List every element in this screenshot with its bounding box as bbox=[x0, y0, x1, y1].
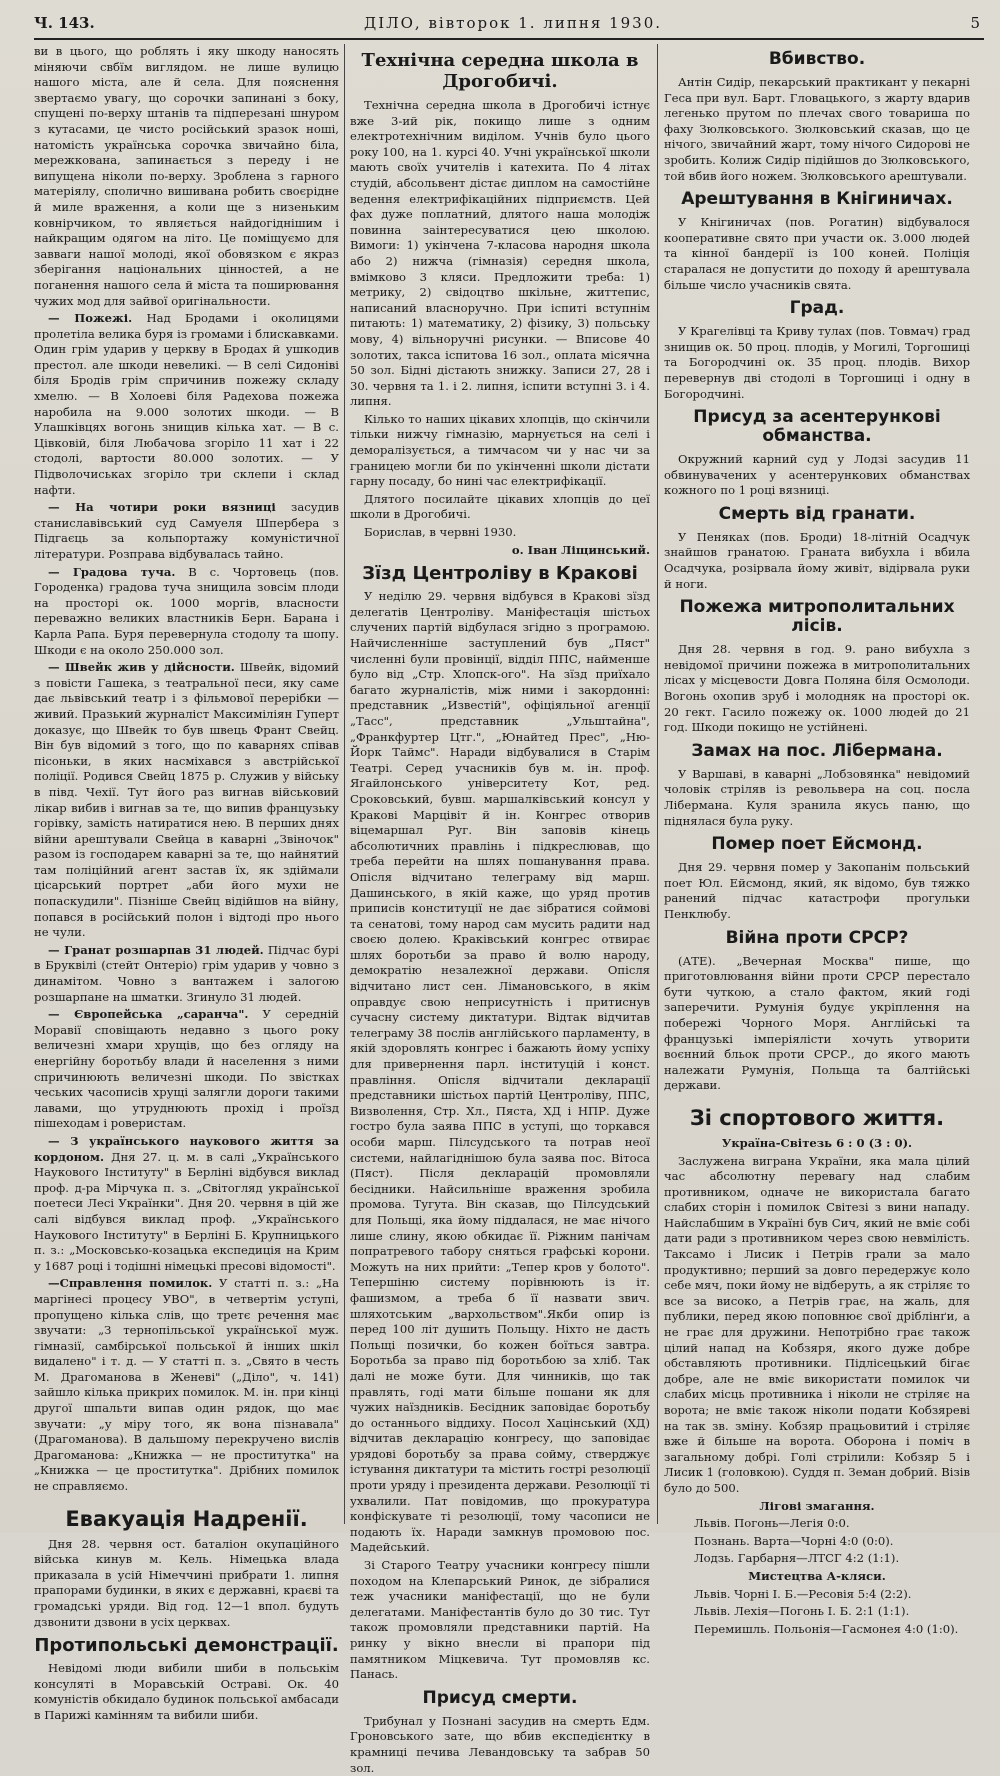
headline-forest-fire: Пожежа митрополитальних лісів. bbox=[679, 597, 955, 637]
column-left bbox=[34, 44, 340, 1722]
article-text: У Крагелівці та Криву тулах (пов. Товмач) град знищив ок. 50 проц. плодів, у Могилі, Торгошиці та Богородчині ок. 35 проц. плодів. Вихор перевернув дві стодолі в Торгошиці і одну в Богородчині. bbox=[664, 324, 970, 401]
article-text: У Пеняках (пов. Броди) 18-літній Осадчук знайшов гранатою. Граната вибухла і вбила Осадчука, розірвала йому живіт, відірвала руки й ноги. bbox=[664, 529, 970, 591]
news-lead: —Справлення помилок. bbox=[48, 1276, 213, 1291]
column-divider bbox=[344, 44, 345, 1524]
news-item bbox=[34, 1007, 339, 1132]
match-score: Україна-Свiтезь 6 : 0 (3 : 0). bbox=[721, 1135, 913, 1150]
headline-assassination-attempt: Замах на пос. Лібермана. bbox=[691, 740, 943, 761]
news-item bbox=[34, 500, 339, 562]
page-header bbox=[34, 10, 984, 40]
news-body: Швейк, відомий з повісти Гашека, з театральної песи, яку саме дає львівський театр і з фільмової перерібки — живий. Празький журналіст Максиміліян Гуперт доказує, що Швейк то був швець Франт Свейц. Він був відомий з того, що по каварнях співав пісоньки, в яких насміхався з австрійської поліції. Родився Свейц 1875 р. Служив у війську в півд. Чехії. Тут його раз вигнав військовий лікар вибив і вигнав за те, що випив французьку горівку, замість натиратися нею. В перших днях війни арештували Свейца в каварні „Звіночок" разом із господарем каварні за те, що найнятий там поліційний агент застав їх, як здіймали цісарський портрет „аби його мухи не попаскудили". Пізніше Свейц відійшов на війну, попався в російський полон і відтоді про нього не чули. bbox=[34, 660, 339, 940]
match-result: Львів. Чорні І. Б.—Ресовія 5:4 (2:2). bbox=[694, 1586, 912, 1601]
article-text: Дня 29. червня помер у Закопанім польський поет Юл. Ейсмонд, який, як відомо, був тяжко ранений підчас катастрофи прогульки Пенклюбу. bbox=[664, 860, 970, 921]
headline-death-sentence: Присуд смерти. bbox=[422, 1687, 578, 1708]
article-text: Невідомі люди вибили шиби в польськім консуляті в Моравській Остраві. Ок. 40 комуністів обкидало будинок польської амбасади в Парижі камінням та вибили шиби. bbox=[34, 1661, 339, 1722]
news-item bbox=[34, 311, 339, 498]
headline-arrests: Арештування в Кнігиничах. bbox=[681, 189, 953, 210]
match-result: Лодзь. Гарбарня—ЛТСГ 4:2 (1:1). bbox=[694, 1551, 900, 1566]
match-result: Львів. Погонь—Легія 0:0. bbox=[694, 1516, 850, 1531]
match-result: Львів. Лехія—Погонь І. Б. 2:1 (1:1). bbox=[694, 1604, 910, 1619]
column-right bbox=[664, 44, 970, 1636]
article-text: Трибунал у Познані засудив на смерть Едм. Гроновського зате, що вбив експедієнтку в крамниці печива Левандовську та забрав 50 зол. bbox=[350, 1713, 650, 1775]
match-result: Познань. Варта—Чорні 4:0 (0:0). bbox=[694, 1533, 894, 1548]
headline-evacuation: Евакуація Надренії. bbox=[65, 1506, 308, 1531]
match-result: Перемишль. Польонія—Гасмонея 4:0 (1:0). bbox=[694, 1621, 959, 1636]
news-item bbox=[34, 1276, 339, 1494]
news-item bbox=[34, 660, 339, 941]
news-body: Підчас бурі в Бруквілі (стейт Онтеріо) грім ударив у човно з динамітом. Човно з вантажем і залогою розшарпане на шматки. Згинуло 31 людей. bbox=[34, 942, 339, 1004]
subheading-a-class: Мистецтва А-кляси. bbox=[748, 1568, 886, 1583]
news-item bbox=[34, 1134, 339, 1274]
column-middle bbox=[350, 44, 650, 1775]
article-text: Заслужена виграна України, яка мала цілий час абсолютну перевагу над слабим противником, одначе не використала багато слабих сторін і помилок Світезі з вини нападу. Найслабшим в Україні був Сич, який не вміє собі дати ради з противником через свою невмілість. Таксамо і Лисик і Петрів грали за мало продуктивно; перший за довго передержує коло себе мяч, поки йому не відберуть, а як стріляє то все за високо, а Петрів грає, на жаль, для публики, перед якою поповнює свої дріблінґи, а не грає для дружини. Непотрібно грає також цілий напад на Кобзяря, якого дуже добре обставляють противники. Підлісецький бігає добре, але не вміє використати помилок чи слабих місць противника і ніколи не стріляє на ворота; не вміє також ніколи подати Кобзяреві на так зв. зміну. Кобзяр працьовитий і стріляє вже й більше на ворота. Оборона і поміч в загальному добрі. Голі стрілили: Кобзяр 5 і Лисик 1 (головкою). Суддя п. Земан добрий. Візів було до 500. bbox=[664, 1153, 970, 1495]
news-body: Над Бродами і околицями пролетіла велика буря із громами і блискавками. Один грім ударив у церкву в Бродах й ушкодив престол. але шкоди невеликі. — В селі Сидоніві біля Бродів грім спричинив пожежу складу хмелю. — В Холоеві біля Радехова пожежа наробила на 9.000 золотих шкоди. — В Улашківцях вогонь знищив кількa хат. — В с. Цівковій, біля Любачова згоріло 11 хат і 22 стодолі, вартости 80.000 золотих. — У Підволочиськах згоріло три склепи і склад нафти. bbox=[34, 311, 339, 497]
news-lead: — Градова туча. bbox=[48, 564, 176, 579]
news-body: засудив станиславівський суд Самуеля Шперберa з Підгаєць за кольпортажу комуністичної літератури. Розправа відбувалась тайно. bbox=[34, 500, 339, 561]
headline-technical-school: Технічна середна школа в Дрогобичі. bbox=[361, 50, 639, 92]
subheading-league: Лігові змагання. bbox=[759, 1498, 875, 1513]
article-text: Окружний карний суд у Лодзі засудив 11 обвинувачених у асентерункових обманствах кожного по 1 році вязниці. bbox=[664, 452, 970, 498]
news-lead: — З українського наукового життя за кордоном. bbox=[34, 1133, 339, 1164]
masthead-date: ДІЛО, вівторок 1. липня 1930. bbox=[364, 14, 663, 32]
news-item bbox=[34, 943, 339, 1005]
article-text: Дня 28. червня в год. 9. рано вибухла з невідомої причини пожежа в митрополитальних лісах у місцевости Довга Поляна біля Осмолоди. Вогонь охопив зруб і молодняк на просторі ок. 20 гект. Гасило пожежу ок. 1000 людей до 21 год. Шкоди покищо не устійнені. bbox=[664, 642, 970, 735]
dateline: Борислав, в червні 1930. bbox=[364, 525, 517, 540]
news-body: В с. Чортовець (пов. Городенка) градова туча знищила зовсім плоди на просторі ок. 1000 моргів, власности переважно великих властників Берн. Барана і Карла Рапа. Буря перевернула стодолу та шопу. Шкоди є на около 250.000 зол. bbox=[34, 564, 339, 657]
news-lead: — Пожежі. bbox=[48, 311, 133, 326]
headline-hail: Град. bbox=[789, 298, 845, 319]
headline-sports: Зі спортового життя. bbox=[689, 1105, 945, 1130]
article-text: Длятого посилайте цікавих хлопців до цеї школи в Дрогобичі. bbox=[350, 491, 650, 522]
article-text: Антін Сидір, пекарський практикант у пекарні Геса при вул. Барт. Гловацького, з жарту вдарив легенько прутом по плечах свого товариша по фаху Зюлковського. Зюлковський сказав, що це нічого, звичайний жарт, тому нічого Сидорові не зробить. Колиж Сидір підійшов до Зюлковського, той вбив його ножем. Зюлковського арештували. bbox=[664, 75, 970, 183]
article-text: У Варшаві, в каварні „Лобзовянка" невідомий чоловік стріляв із револьвера на соц. посла Лібермана. Куля зранила якусь паню, що піднялася була руку. bbox=[664, 766, 970, 828]
news-lead: — Швейк жив у дійсности. bbox=[48, 660, 235, 675]
article-text: ви в цього, що роблять і яку шкоду наносять міняючи свбїм виглядом. не лише вулицю нашого міста, але й села. Для пояснення звертаємо увагу, що сорочки запинані з боку, спущені по-верху штанів та підперезані шнуром з кутасами, це чисто російський зразок ношi, натомість українська сорочка звичайно біла, мережкована, запинається з переду і не випущена ніколи по-верху. Зроблена з гарного матеріялу, сполично вишивана робить своєрідне й миле враження, а коли ще з низеньким ковнірчиком, то являється найдогіднішим і найкращим одягом на літо. Це поміщуємо для завваги нашої молоді, якої обовязком є якраз зберігання національних цінностей, а не поганення нашого села й міста та поширювання чужих мод для зайвої оригінальности. bbox=[34, 44, 339, 308]
headline-war-ussr: Війна проти СРСР? bbox=[725, 927, 909, 948]
author-signature: о. Іван Ліщинський. bbox=[511, 542, 650, 557]
article-text: Зі Старого Театру учасники конгресу пішли походом на Клепарський Ринок, де зібралися теж учасники манiфестації, що не були делегатами. Маніфестантів було до 30 тис. Тут також промовляли представники партій. На ринку у вікно внесли ві прапори під памятником Міцкевича. Тут промовляв кс. Панась. bbox=[350, 1558, 650, 1682]
news-body: У середній Моравії сповіщають недавно з цього року величезні хмари хрущів, що без огляду на енергійну боротьбу влади й населення з ними спричинюють величезні шкоди. По звістках чеських часописів хрущі залягли дороги такими лавами, що утруднюють прохід і проїзд пішеходам і роверистам. bbox=[34, 1007, 340, 1131]
news-body: Дня 27. ц. м. в салі „Українського Наукового Інституту" в Берліні відбувся виклад проф. д-ра Мірчука п. з. „Світогляд української поетеси Лесі Українки". Дня 20. червня в цій же салі відбувся виклад проф. „Українського Наукового Інституту" в Берліні Б. Крупницького п. з.: „Московсько-козацька експедиція на Крим у 1687 році і тодішні німецькі пресові відомості". bbox=[34, 1149, 339, 1273]
headline-poet-died: Помер поет Ейсмонд. bbox=[711, 834, 923, 855]
news-item bbox=[34, 565, 339, 659]
article-text: У Кнігиничах (пов. Рогатин) відбувалося кооперативне свято при участи ок. 3.000 людей та кінної бандерії із 100 коней. Поліція старалася не допустити до походу й арештувала більше число учасників свята. bbox=[664, 215, 970, 292]
headline-murder: Вбивство. bbox=[768, 49, 866, 69]
article-text: Технічна середна школа в Дрогобичі істнує вже 3-ий рік, покищо лише з одним електротехнічним виділом. Учнів було цього року 100, на 1. курсі 40. Учні української школи мають своїх учителів і катехита. По 4 літах студій, абсольвент дістає диплом на самостійне ведення електрифікаційних підприємств. Цей фах дуже поплатний, длятого наша молодіж повинна заінтересуватися цею школою. Вимоги: 1) укінчена 7-класова народня школа або 2) нижча (гімназія) середня школа, вмімково 3 кляси. Предложити треба: 1) метрику, 2) свідоцтво шкільне, життепис, написаний власноручно. При іспиті вступнім питають: 1) математику, 2) фізику, 3) польську мову, 4) вільноручні рисунки. — Вписове 40 золотих, такса іспитова 16 зол., оплата місячна 50 зол. Бідні дістають знижку. Записи 27, 28 і 30. червня та 1. і 2. липня, іспити вступні 3. і 4. липня. bbox=[350, 98, 650, 409]
article-text: Кілько то наших цікавих хлопців, що скінчили тільки нижчу гімназію, марнується на селі і деморалізується, а тимчасом чи у нас чи за границею могли би по укінченні школи дістати гарну посаду, бо нині час електрифікації. bbox=[350, 411, 650, 489]
column-divider bbox=[657, 44, 658, 1524]
news-lead: — Гранат розшарпав 31 людей. bbox=[48, 942, 264, 957]
page-number: 5 bbox=[970, 14, 980, 32]
article-text: Дня 28. червня ост. баталіон окупаційного війська кинув м. Кель. Німецька влада приказала в усій Німеччині прибрати 1. липня прапорами будинки, в яких є державні, краєві та громадські уряди. Від год. 12—1 впол. будуть дзвонити дзвони в усіх церквах. bbox=[34, 1536, 339, 1629]
issue-number: Ч. 143. bbox=[34, 14, 95, 32]
news-lead: — На чотири роки вязниці bbox=[48, 500, 276, 515]
news-body: У статті п. з.: „На маргінесі процесу УВО", в четвертім уступі, пропущено кілька слів, що третє речення має звучати: „З тернопільської української муж. гімназії, самбірської польської й інших шкіл видалено" і т. д. — У статті п. з. „Свято в честь М. Драгоманова в Женеві" („Діло", ч. 141) зайшло кілька прикрих помилок. М. ін. при кінці другої шпальти випав один рядок, що має звучати: „у міру того, як вона пізнавала" (Драгоманова). В дальшому перекручено вислів Драгоманова: „Книжка — не проститутка" на „Книжка — це проститутка". Дрібних помилок не справляємо. bbox=[34, 1276, 339, 1494]
headline-centrolew-congress: Зїзд Центроліву в Кракові bbox=[362, 563, 638, 585]
headline-verdict: Присуд за асентерункові обманства. bbox=[693, 407, 941, 447]
news-lead: — Європейська „саранча". bbox=[48, 1007, 249, 1022]
article-text: (АТЕ). „Вечерная Москва" пише, що приготовлювання війни проти СРСР перестало бути чуткою, а стало фактом, який годі заперечити. Румунія будує укріплення на побережі Чорного Моря. Англійські та французькі імперіялісти хочуть утворити воєнний бльок проти СРСР., до якого мають належати Румунія, Польща та балтійські держави. bbox=[664, 953, 970, 1093]
headline-demonstrations: Протипольські демонстрації. bbox=[34, 1635, 339, 1657]
headline-grenade: Смерть від гранати. bbox=[718, 503, 916, 524]
article-text: У неділю 29. червня відбувся в Кракові зїзд делегатів Центроліву. Манiфестація шістьох случених партій відбулася згідно з програмою. Найчисленніше заступлений був „Пяст" численні були провінції, відділ ППС, найменше було від „Стр. Хлопск-ого". На зїзд приїхало багато журналістів, між ними і закордонні: представник „Известій", офіціяльної агенції „Тасс", представник „Ульштайна", „Франкфуртер Цтг.", „Юнайтед Прес", „Ню-Йорк Таймс". Наради відбувалися в Старім Театрі. Серед учасників був м. ін. проф. Ягайлонського університету Кот, ред. Сроковський, бувш. маршалківський консул у Кракові Марцівіт й ін. Конгрес отворив віцемаршал Руг. Він заповів кінець абсолютичних правлінь і підкреслював, що треба перейти на шлях пошанування права. Опісля відчитано телеграму від марш. Дашинського, в якій каже, що уряд против приписів конституції не дає зібратися соймові та сенатові, тому народ сам мусить радити над своєю долею. Краківський конгрес отвирає шлях боротьби за право й волю народу, демократію незалежної держави. Опісля відчитано лист сен. Лімановського, в якім оправдує свою неприсутність і притиснув сучасну систему диктатури. Відтак відчитав телеграму 38 послів англійського парламенту, в якій здоровлять конгрес і бажають йому успіху для привернення парл. інституцій і конст. правління. Опісля відчитали декларації представники шістьох партій Центроліву, ППС, Визволення, Стр. Хл., Пяста, ХД і НПР. Дуже гостро була заява ППС в уступі, що торкався особи марш. Пілсудського та потрав неої системи, найлагіднішою була заява пос. Вітоса (Пяст). Після декларацій промовляли бесідники. Найсильніше враження зробила промова. Тугута. Він сказав, що Пілсудський для Польщі, яка йому піддалася, не має нічого лише слину, якою обкидає її. Ріжним панічам попрaтревого табору сняться графські корони. Можуть на них прийти: „Тепер кров у болото". Тепершіню систему порівнюють із іт. фашизмом, а треба б її назвати звич. шляхотським „вархольством".Якби опир із перед 100 літ душить Польщу. Ніхто не дасть Польщі позички, бо кожен боїться завтра. Боротьба за право під боротьбою за хліб. Так далі не може бути. Для чинників, що так правлять, годі мати більше пошани як для чужих наїздників. Бесідник заповідає боротьбу до останнього віддиху. Посол Хацінський (ХД) відчитав декларацію конгресу, що заповідає урядові боротьбу за права сойму, стверджує істування диктатури та містить гострі резолюції проти уряду і президента держави. Резолюції ті ухвалили. Пат повідомив, що прокуратура конфіскувате ті резолюції, тому часописи не подають їх. Наради замкнув промовою пос. Мадейський. bbox=[350, 589, 650, 1555]
